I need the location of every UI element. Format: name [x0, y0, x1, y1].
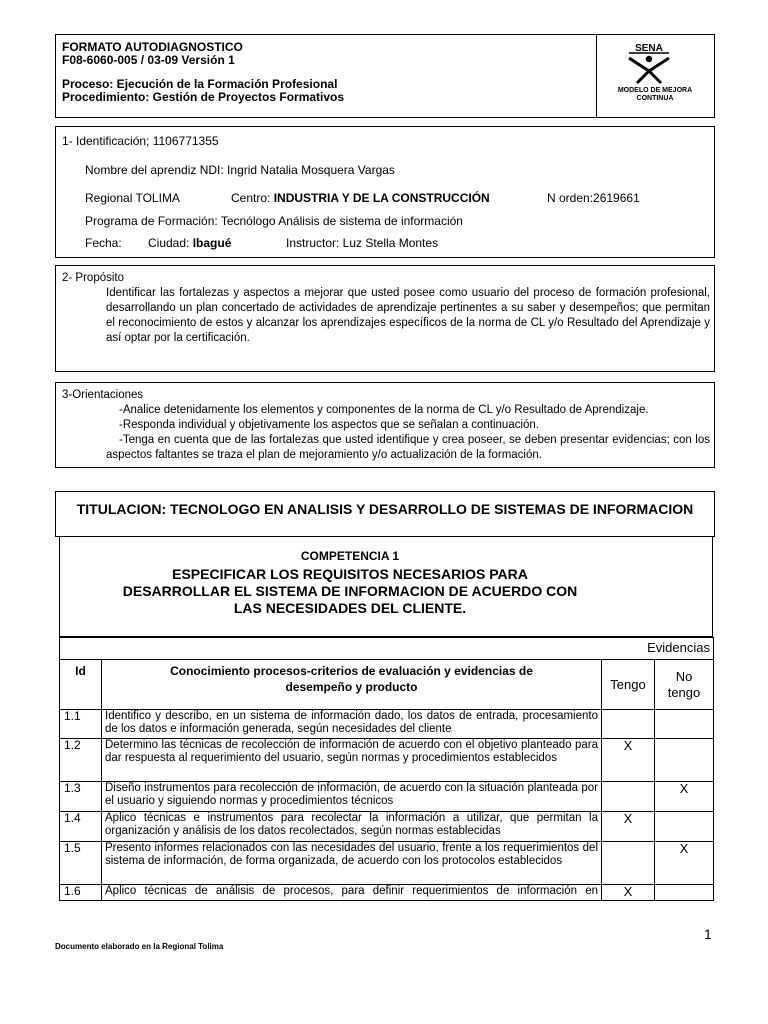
row-notengo-mark [655, 739, 714, 782]
row-id: 1.3 [60, 782, 102, 812]
svg-text:SENA: SENA [635, 43, 663, 54]
identification-section [55, 126, 715, 258]
centro-value: INDUSTRIA Y DE LA CONSTRUCCIÓN [273, 191, 490, 205]
document-header [55, 34, 715, 118]
titulacion-title: TITULACION: TECNOLOGO EN ANALISIS Y DESARROLLO DE SISTEMAS DE INFORMACION [55, 491, 715, 537]
row-notengo-mark [655, 812, 714, 842]
date-label: Fecha: [85, 236, 122, 250]
row-tengo-mark [602, 782, 655, 812]
row-notengo-mark [655, 710, 714, 739]
table-row [60, 710, 714, 739]
row-notengo-mark [655, 885, 714, 901]
table-row [60, 812, 714, 842]
process-name: Proceso: Ejecución de la Formación Profesional [62, 77, 338, 91]
evaluation-table [59, 637, 714, 901]
col-id-header: Id [60, 660, 102, 710]
col-notengo-header: No tengo [655, 660, 714, 710]
centro: Centro: INDUSTRIA Y DE LA CONSTRUCCIÓN [231, 191, 490, 205]
row-criterion: Determino las técnicas de recolección de información de acuerdo con el objetivo planteado para dar respuesta al requerimiento del usuario, según normas y procedimientos establecidos [102, 739, 602, 782]
guidelines-title: 3-Orientaciones [62, 389, 144, 401]
row-tengo-mark: X [602, 885, 655, 901]
col-description-header: Conocimiento procesos-criterios de evaluación y evidencias de desempeño y producto [102, 660, 602, 710]
logo-cell [597, 35, 714, 117]
col-tengo-header: Tengo [602, 660, 655, 710]
regional: Regional TOLIMA [85, 191, 180, 205]
footer-note: Documento elaborado en la Regional Tolima [55, 942, 224, 951]
table-row [60, 885, 714, 901]
row-notengo-mark: X [655, 842, 714, 885]
apprentice-name: Nombre del aprendiz NDI: Ingrid Natalia Mosquera Vargas [85, 163, 395, 177]
row-criterion: Aplico técnicas e instrumentos para recolectar la información a utilizar, que permitan la organización y análisis de los datos recolectados, según normas establecidas [102, 812, 602, 842]
training-program: Programa de Formación: Tecnólogo Análisis de sistema de información [85, 214, 463, 228]
row-tengo-mark [602, 710, 655, 739]
table-row [60, 782, 714, 812]
order-number: N orden:2619661 [547, 191, 640, 205]
row-id: 1.1 [60, 710, 102, 739]
form-code: F08-6060-005 / 03-09 Versión 1 [62, 53, 235, 67]
instructor: Instructor: Luz Stella Montes [286, 236, 439, 250]
row-id: 1.2 [60, 739, 102, 782]
header-info [56, 35, 597, 117]
competency-description: ESPECIFICAR LOS REQUISITOS NECESARIOS PARA DESARROLLAR EL SISTEMA DE INFORMACION DE ACUERDO CON LAS NECESIDADES DEL CLIENTE. [122, 566, 578, 616]
row-criterion: Identifico y describo, en un sistema de información dado, los datos de entrada, procesamiento de los datos e información generada, según necesidades del cliente [102, 710, 602, 739]
guidelines-section [55, 382, 715, 468]
purpose-section [55, 265, 715, 372]
row-tengo-mark: X [602, 739, 655, 782]
row-criterion: Aplico técnicas de análisis de procesos, para definir requerimientos de información en [102, 885, 602, 901]
city-value: Ibagué [192, 236, 232, 250]
guideline-3: -Tenga en cuenta que de las fortalezas que usted identifique y crea poseer, se deben presentar evidencias; con los aspectos faltantes se traza el plan de mejoramiento y/o actualización de la formación. [106, 434, 710, 461]
page-number: 1 [704, 926, 712, 942]
form-title: FORMATO AUTODIAGNOSTICO [62, 40, 243, 54]
row-criterion: Diseño instrumentos para recolección de información, de acuerdo con la situación planteada por el usuario y siguiendo normas y procedimientos técnicos [102, 782, 602, 812]
competency-number: COMPETENCIA 1 [300, 549, 400, 563]
guideline-1: -Analice detenidamente los elementos y componentes de la norma de CL y/o Resultado de Aprendizaje. [119, 404, 649, 416]
purpose-text: Identificar las fortalezas y aspectos a mejorar que usted posee como usuario del proceso de formación profesional, desarrollando un plan concertado de actividades de aprendizaje pertinentes a su saber y desempeños; que permitan el reconocimiento de estos y alcanzar los aprendizajes específicos de la norma de CL y/o Resultado del Aprendizaje y así optar por la certificación. [106, 287, 710, 344]
row-tengo-mark [602, 842, 655, 885]
purpose-title: 2- Propósito [62, 272, 125, 284]
logo-subtitle: MODELO DE MEJORA CONTINUA [617, 87, 693, 102]
competency-box [59, 537, 713, 637]
procedure-name: Procedimiento: Gestión de Proyectos Formativos [62, 90, 345, 104]
row-notengo-mark: X [655, 782, 714, 812]
row-id: 1.6 [60, 885, 102, 901]
sena-logo [623, 41, 675, 85]
table-row [60, 739, 714, 782]
row-id: 1.4 [60, 812, 102, 842]
city: Ciudad: Ibagué [148, 236, 232, 250]
row-id: 1.5 [60, 842, 102, 885]
row-criterion: Presento informes relacionados con las necesidades del usuario, frente a los requerimientos del sistema de información, de forma organizada, de acuerdo con los protocolos establecidos [102, 842, 602, 885]
row-tengo-mark: X [602, 812, 655, 842]
table-row [60, 842, 714, 885]
guideline-2: -Responda individual y objetivamente los aspectos que se señalan a continuación. [119, 419, 540, 431]
identification-line: 1- Identificación; 1106771355 [62, 134, 219, 148]
evidencias-header: Evidencias [602, 638, 714, 660]
